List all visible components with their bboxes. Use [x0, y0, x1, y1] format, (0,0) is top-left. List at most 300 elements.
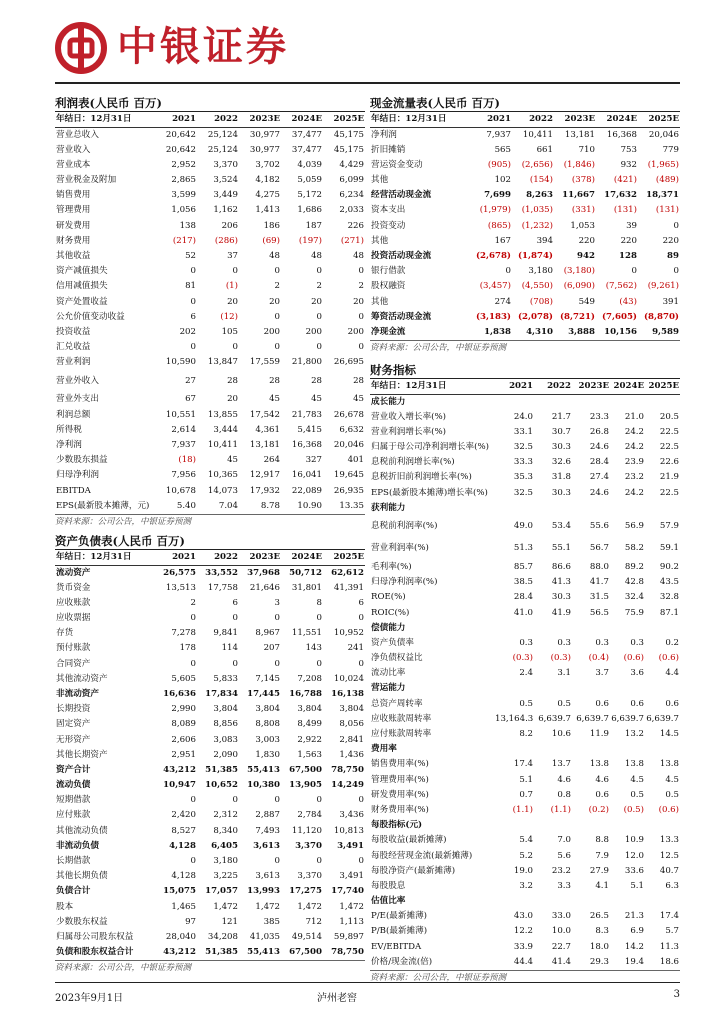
cell-value: 200 [347, 326, 364, 337]
cell-value: 0 [358, 658, 364, 669]
cell-value: 16,636 [163, 688, 196, 699]
table-row [370, 788, 680, 803]
cell-value: 62,612 [331, 567, 364, 578]
cell-value: 10,813 [333, 825, 364, 836]
cell-value: 6 [232, 597, 238, 608]
cell-value: 16,368 [291, 440, 322, 451]
cell-value: 26,935 [333, 485, 364, 496]
row-label: 财务费用率(%) [371, 804, 429, 815]
cell-value: 9,841 [213, 628, 238, 639]
table-row [55, 407, 365, 422]
category-heading: 每股指标(元) [371, 820, 423, 831]
row-label: 应付账款 [56, 810, 91, 821]
cell-value: 6 [358, 597, 364, 608]
cell-value: 28 [227, 375, 238, 386]
row-label: 净现金流 [371, 326, 406, 337]
cell-value: 3,083 [213, 734, 238, 745]
cell-value: 48 [353, 250, 364, 261]
cell-value: 3.7 [595, 668, 609, 679]
table-row [370, 757, 680, 772]
cell-value: 13,905 [289, 780, 322, 791]
cell-value: 1,472 [297, 901, 322, 912]
table-row [55, 188, 365, 203]
cell-value: 25,124 [207, 129, 238, 140]
row-label: 息税前利润增长率(%) [371, 457, 455, 468]
table-row [370, 651, 680, 666]
cell-value: 28 [269, 375, 280, 386]
cell-value: 7,145 [255, 673, 280, 684]
cell-value: 37,968 [247, 567, 280, 578]
cell-value: 5,172 [297, 190, 322, 201]
table-row [370, 394, 680, 409]
cell-value: 3.1 [557, 668, 571, 679]
cell-value: 167 [494, 235, 511, 246]
row-label: 其他流动资产 [56, 673, 108, 684]
cell-value: 0 [358, 856, 364, 867]
cell-value: 45 [227, 455, 238, 466]
year-header: 2024E [281, 112, 323, 127]
cash-flow-title: 现金流量表(人民币 百万) [370, 95, 680, 112]
cell-value: 8.78 [260, 500, 280, 511]
table-row [370, 234, 680, 249]
cell-value: 33.1 [513, 426, 533, 437]
cell-value: 0.3 [557, 637, 571, 648]
row-label: ROIC(%) [371, 607, 410, 618]
table-row [55, 218, 365, 233]
cell-value: (131) [613, 205, 637, 216]
cell-value: 29.3 [589, 956, 609, 967]
cell-value: 207 [263, 643, 280, 654]
row-label: 筹资活动现金流 [371, 311, 432, 322]
cell-value: 138 [179, 220, 196, 231]
brand-name: 中银证券 [117, 24, 289, 70]
cell-value: 385 [263, 916, 280, 927]
year-end-label: 年结日：12月31日 [55, 550, 155, 565]
cell-value: 30,977 [249, 144, 280, 155]
row-label: 销售费用率(%) [371, 759, 429, 770]
cell-value: (1,035) [521, 205, 553, 216]
income-statement-table [55, 112, 365, 514]
table-header-row [55, 550, 365, 565]
cell-value: 0 [274, 658, 280, 669]
balance-sheet-section [55, 533, 365, 974]
cell-value: 3,491 [339, 871, 364, 882]
cell-value: 2,420 [171, 810, 196, 821]
cell-value: 1,436 [339, 749, 364, 760]
cell-value: 7.9 [595, 850, 609, 861]
cell-value: (708) [529, 296, 553, 307]
row-label: 长期投资 [56, 704, 91, 715]
table-row [55, 930, 365, 945]
year-header: 2024E [281, 550, 323, 565]
cell-value: 1,465 [171, 901, 196, 912]
row-label: 营业收入 [56, 144, 91, 155]
year-header: 2025E [645, 379, 680, 394]
cell-value: 21.0 [624, 411, 644, 422]
cell-value: 1,472 [339, 901, 364, 912]
cell-value: 7,937 [171, 440, 196, 451]
cell-value: 14.2 [624, 941, 644, 952]
cell-value: 11,667 [562, 190, 595, 201]
cell-value: 26,575 [163, 567, 196, 578]
cell-value: 274 [494, 296, 511, 307]
table-header-row [370, 112, 680, 127]
cell-value: 50,712 [289, 567, 322, 578]
table-row [370, 455, 680, 470]
row-label: 其他收益 [56, 250, 91, 261]
cell-value: 3.3 [557, 880, 571, 891]
cell-value: 3,491 [337, 840, 364, 851]
cell-value: 5.1 [519, 774, 533, 785]
row-label: 营业总收入 [56, 129, 99, 140]
cell-value: 0 [316, 795, 322, 806]
table-row [370, 203, 680, 218]
cell-value: 8.3 [595, 926, 609, 937]
cell-value: 22.5 [659, 426, 679, 437]
cell-value: 8,967 [255, 628, 280, 639]
cell-value: 5,415 [297, 424, 322, 435]
row-label: 股本 [56, 901, 74, 912]
table-row [55, 438, 365, 453]
cell-value: 28,040 [165, 931, 196, 942]
cell-value: 30,977 [249, 129, 280, 140]
cell-value: (271) [340, 235, 364, 246]
cell-value: 67,500 [289, 947, 322, 958]
cell-value: 0 [274, 266, 280, 277]
row-label: 其他 [371, 235, 389, 246]
cell-value: 105 [221, 326, 238, 337]
cell-value: 38.5 [513, 577, 533, 588]
table-row [370, 309, 680, 324]
cell-value: 59,897 [333, 931, 364, 942]
cell-value: 23.3 [589, 411, 609, 422]
cell-value: (1) [225, 281, 238, 292]
cell-value: 2,952 [171, 159, 196, 170]
row-label: 非流动负债 [56, 840, 99, 851]
table-row [55, 763, 365, 778]
cell-value: 10,652 [205, 780, 238, 791]
cell-value: 712 [305, 916, 322, 927]
row-label: 应付账款周转率 [371, 729, 432, 740]
row-label: 应收账款周转率 [371, 713, 432, 724]
table-row [55, 899, 365, 914]
cell-value: 3,436 [339, 810, 364, 821]
row-label: 净利润 [371, 129, 397, 140]
cell-value: 17.4 [659, 911, 679, 922]
cell-value: 32.5 [513, 442, 533, 453]
cell-value: 45 [311, 394, 322, 405]
cell-value: 2 [190, 597, 196, 608]
year-header: 2021 [494, 379, 534, 394]
row-label: 资产处置收益 [56, 296, 108, 307]
cell-value: 21,800 [291, 357, 322, 368]
cell-value: 14,249 [331, 780, 364, 791]
cell-value: 13.35 [339, 500, 364, 511]
table-row [370, 833, 680, 848]
cell-value: 6,405 [211, 840, 238, 851]
cell-value: 11,120 [291, 825, 322, 836]
cell-value: 13.8 [659, 759, 679, 770]
table-row [55, 565, 365, 580]
cell-value: 21.9 [659, 472, 679, 483]
table-row [55, 641, 365, 656]
cell-value: 0 [190, 658, 196, 669]
cell-value: 10.0 [551, 926, 571, 937]
row-label: 存货 [56, 628, 74, 639]
table-row [370, 848, 680, 863]
cell-value: 26,678 [333, 409, 364, 420]
cell-value: 200 [263, 326, 280, 337]
cell-value: 41.9 [551, 607, 571, 618]
year-header: 2023E [239, 112, 281, 127]
row-label: 流动负债 [56, 780, 91, 791]
cell-value: 6.3 [665, 880, 679, 891]
row-label: 营业税金及附加 [56, 175, 117, 186]
table-row [370, 924, 680, 939]
cell-value: 2,865 [171, 175, 196, 186]
cell-value: 549 [578, 296, 595, 307]
year-header: 2022 [197, 550, 239, 565]
cell-value: 0 [274, 795, 280, 806]
cell-value: 97 [185, 916, 196, 927]
cell-value: 0 [190, 856, 196, 867]
row-label: 息税前利润率(%) [371, 521, 438, 532]
cell-value: 48 [269, 250, 280, 261]
cell-value: 21.3 [624, 911, 644, 922]
cell-value: (0.3) [550, 653, 571, 664]
cell-value: (0.6) [658, 653, 679, 664]
cell-value: 67 [185, 394, 196, 405]
cell-value: 264 [263, 455, 280, 466]
cell-value: 5,605 [171, 673, 196, 684]
table-row [55, 808, 365, 823]
cell-value: (7,605) [601, 311, 637, 322]
cell-value: 58.2 [624, 543, 644, 554]
cell-value: 20,046 [648, 129, 679, 140]
cell-value: 21,783 [291, 409, 322, 420]
cell-value: 4.5 [665, 774, 679, 785]
cell-value: 10,678 [165, 485, 196, 496]
cell-value: 10.90 [297, 500, 322, 511]
cell-value: 2,784 [297, 810, 322, 821]
cell-value: 0.3 [595, 637, 609, 648]
cell-value: 0 [274, 856, 280, 867]
cell-value: 85.7 [513, 561, 533, 572]
table-header-row [370, 379, 680, 394]
row-label: 少数股东损益 [56, 455, 108, 466]
cell-value: 13,993 [247, 886, 280, 897]
table-row [370, 696, 680, 711]
cell-value: 202 [179, 326, 196, 337]
cell-value: 3,524 [213, 175, 238, 186]
cell-value: 8,340 [213, 825, 238, 836]
cell-value: 206 [221, 220, 238, 231]
cell-value: 2,312 [213, 810, 238, 821]
cell-value: 1,472 [255, 901, 280, 912]
row-label: 少数股东权益 [56, 916, 108, 927]
cell-value: 20 [269, 296, 280, 307]
cell-value: 4.1 [595, 880, 609, 891]
cell-value: 3,449 [213, 190, 238, 201]
company-name: 泸州老窖 [317, 993, 357, 1004]
table-row [55, 279, 365, 294]
cell-value: 121 [221, 916, 238, 927]
cell-value: 661 [536, 144, 553, 155]
cell-value: 0 [232, 658, 238, 669]
year-header: 2024E [610, 379, 645, 394]
table-row [370, 863, 680, 878]
cell-value: 33.9 [513, 941, 533, 952]
cell-value: 32.4 [624, 592, 644, 603]
cell-value: 81 [185, 281, 196, 292]
table-row [370, 188, 680, 203]
table-row [55, 945, 365, 960]
table-row [55, 580, 365, 595]
cash-flow-table [370, 112, 680, 340]
row-label: 每股收益(最新摊薄) [371, 835, 447, 846]
cell-value: 2.4 [519, 668, 533, 679]
cell-value: 186 [263, 220, 280, 231]
cell-value: 3 [274, 597, 280, 608]
cell-value: 48 [311, 250, 322, 261]
cell-value: 20 [353, 296, 364, 307]
cell-value: 28.4 [513, 592, 533, 603]
cell-value: 3,180 [528, 266, 553, 277]
cell-value: 17,057 [205, 886, 238, 897]
cell-value: 6,099 [339, 175, 364, 186]
table-row [370, 605, 680, 620]
row-label: 毛利率(%) [371, 561, 412, 572]
cell-value: (1.1) [550, 804, 571, 815]
cell-value: 4,128 [171, 871, 196, 882]
cell-value: 2,841 [339, 734, 364, 745]
cell-value: 4.5 [630, 774, 644, 785]
cell-value: 942 [577, 250, 595, 261]
table-row [370, 575, 680, 590]
row-label: 合同资产 [56, 658, 91, 669]
cell-value: 32.8 [659, 592, 679, 603]
cell-value: 89 [667, 250, 679, 261]
row-label: 每股净资产(最新摊薄) [371, 865, 456, 876]
table-row [370, 538, 680, 560]
cell-value: 710 [578, 144, 595, 155]
cell-value: 10,411 [207, 440, 238, 451]
cell-value: 43.5 [659, 577, 679, 588]
cell-value: 45,175 [333, 144, 364, 155]
table-row [55, 325, 365, 340]
cell-value: 12,917 [249, 470, 280, 481]
cell-value: 3,613 [253, 840, 280, 851]
cell-value: (43) [619, 296, 637, 307]
cell-value: 23.9 [624, 457, 644, 468]
cell-value: 19.4 [624, 956, 644, 967]
cell-value: 3,370 [297, 871, 322, 882]
table-row [370, 516, 680, 538]
cell-value: 3,370 [295, 840, 322, 851]
cell-value: 32.5 [513, 487, 533, 498]
table-row [370, 158, 680, 173]
table-row [55, 915, 365, 930]
cell-value: 12.0 [624, 850, 644, 861]
row-label: 股权融资 [371, 281, 406, 292]
cell-value: 32.6 [551, 457, 571, 468]
cell-value: 17,559 [249, 357, 280, 368]
cell-value: 5.40 [176, 500, 196, 511]
row-label: 价格/现金流(倍) [371, 956, 433, 967]
cell-value: (3,180) [563, 266, 595, 277]
table-row [55, 793, 365, 808]
cell-value: 17,758 [207, 582, 238, 593]
cell-value: 13,181 [249, 440, 280, 451]
cell-value: 87.1 [659, 607, 679, 618]
table-row [55, 702, 365, 717]
row-label: 信用减值损失 [56, 281, 108, 292]
table-row [55, 823, 365, 838]
cell-value: 0.3 [519, 637, 533, 648]
cell-value: (1,232) [521, 220, 553, 231]
report-date: 2023年9月1日 [55, 993, 124, 1004]
cell-value: 220 [662, 235, 679, 246]
balance-sheet-table [55, 550, 365, 960]
cell-value: 391 [662, 296, 679, 307]
cell-value: 3.2 [519, 880, 533, 891]
row-label: EPS(最新股本摊薄，元) [56, 500, 150, 511]
year-header: 2021 [155, 112, 197, 127]
cell-value: 4.4 [665, 668, 679, 679]
cell-value: 20 [227, 394, 238, 405]
cell-value: 7,493 [255, 825, 280, 836]
row-label: EPS(最新股本摊薄)增长率(%) [371, 487, 488, 498]
table-row [370, 772, 680, 787]
cell-value: 11.9 [589, 729, 609, 740]
row-label: 银行借款 [371, 266, 406, 277]
cell-value: 88.0 [589, 561, 609, 572]
cell-value: 30.3 [551, 487, 571, 498]
table-row [370, 279, 680, 294]
cell-value: 8,056 [339, 719, 364, 730]
cell-value: 23.2 [624, 472, 644, 483]
row-label: 汇兑收益 [56, 342, 91, 353]
cell-value: 0 [316, 613, 322, 624]
cell-value: 22.6 [659, 457, 679, 468]
cell-value: (154) [529, 175, 553, 186]
cell-value: (69) [262, 235, 280, 246]
cell-value: 57.9 [659, 521, 679, 532]
cell-value: 6 [190, 311, 196, 322]
cell-value: (1,874) [517, 250, 553, 261]
cell-value: 0 [316, 311, 322, 322]
page-number: 3 [673, 989, 680, 1000]
table-row [370, 590, 680, 605]
cell-value: 6,234 [339, 190, 364, 201]
year-end-label: 年结日：12月31日 [370, 112, 470, 127]
cell-value: 0 [673, 266, 679, 277]
row-label: 总资产周转率 [371, 698, 423, 709]
cell-value: 17.4 [513, 759, 533, 770]
cell-value: 114 [221, 643, 238, 654]
cell-value: 0 [358, 311, 364, 322]
cell-value: 24.2 [624, 426, 644, 437]
cell-value: 3,444 [213, 424, 238, 435]
cell-value: 3,599 [171, 190, 196, 201]
cell-value: 26.8 [589, 426, 609, 437]
cell-value: 7,956 [171, 470, 196, 481]
row-label: 短期借款 [56, 795, 91, 806]
row-label: 其他 [371, 175, 389, 186]
table-row [55, 340, 365, 355]
row-label: 公允价值变动收益 [56, 311, 125, 322]
data-source-note: 资料来源：公司公告，中银证券预测 [370, 970, 680, 984]
